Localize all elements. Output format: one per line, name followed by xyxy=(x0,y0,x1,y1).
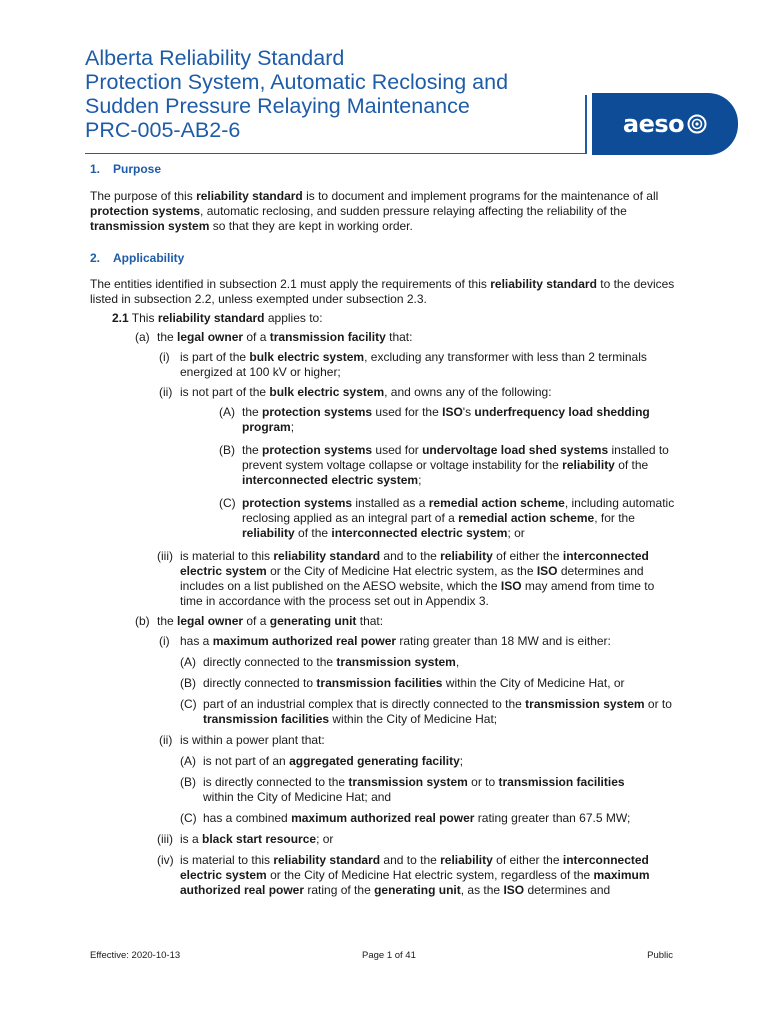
list-item-a-ii: (ii) is not part of the bulk electric system, and owns any of the following: xyxy=(159,385,552,399)
list-item-b-i: (i) has a maximum authorized real power rating greater than 18 MW and is either: xyxy=(159,634,611,648)
title-line-3: Sudden Pressure Relaying Maintenance xyxy=(85,94,470,118)
list-item-b-ii: (ii) is within a power plant that: xyxy=(159,733,325,747)
subsection-2-1: 2.1 This reliability standard applies to: xyxy=(112,311,323,325)
list-item-a-iii: (iii) is material to this reliability standard and to the reliability of either the interconnected electric system or the City of Medicine Hat electric system, as the ISO determines and includes on a list published on the AESO website, which the ISO may amend from time to time in accordance with the process set out in Appendix 3. xyxy=(157,549,655,608)
applicability-intro: The entities identified in subsection 2.1 must apply the requirements of this reliability standard to the devices listed in subsection 2.2, unless exempted under subsection 2.3. xyxy=(90,277,675,306)
list-item-a-ii-B: (B) the protection systems used for undervoltage load shed systems installed to prevent system voltage collapse or voltage instability for the reliability of the interconnected electric system; xyxy=(219,443,669,487)
logo-swirl-icon xyxy=(687,114,707,134)
list-item-b-ii-B: (B) is directly connected to the transmission system or to transmission facilities within the City of Medicine Hat; and xyxy=(180,775,625,804)
list-item-b-i-C: (C) part of an industrial complex that is directly connected to the transmission system or to transmission facilities within the City of Medicine Hat; xyxy=(180,697,672,726)
footer-page-number: Page 1 of 41 xyxy=(362,950,416,961)
list-item-a: (a) the legal owner of a transmission facility that: xyxy=(135,330,413,344)
logo-divider xyxy=(585,95,587,153)
purpose-paragraph: The purpose of this reliability standard is to document and implement programs for the maintenance of all protection systems, automatic reclosing, and sudden pressure relaying affecting the reliability of the transmission system so that they are kept in working order. xyxy=(90,189,659,233)
title-line-2: Protection System, Automatic Reclosing and xyxy=(85,70,509,94)
list-item-b-iii: (iii) is a black start resource; or xyxy=(157,832,334,846)
list-item-b-i-A: (A) directly connected to the transmission system, xyxy=(180,655,460,669)
section-heading-applicability: 2. Applicability xyxy=(90,251,185,265)
list-item-a-ii-C: (C) protection systems installed as a remedial action scheme, including automatic reclosing applied as an integral part of a remedial action scheme, for the reliability of the interconnected electric system; or xyxy=(219,496,675,540)
list-item-b: (b) the legal owner of a generating unit that: xyxy=(135,614,384,628)
list-item-b-ii-A: (A) is not part of an aggregated generating facility; xyxy=(180,754,464,768)
list-item-a-i: (i) is part of the bulk electric system, excluding any transformer with less than 2 terminals energized at 100 kV or higher; xyxy=(159,350,647,379)
list-item-a-ii-A: (A) the protection systems used for the ISO's underfrequency load shedding program; xyxy=(219,405,650,434)
list-item-b-iv: (iv) is material to this reliability standard and to the reliability of either the interconnected electric system or the City of Medicine Hat electric system, regardless of the maximum authorized real power rating of the generating unit, as the ISO determines and xyxy=(157,853,650,897)
document-title xyxy=(85,46,595,142)
aeso-logo xyxy=(592,93,738,155)
logo-text: aeso xyxy=(622,110,685,138)
list-item-b-ii-C: (C) has a combined maximum authorized real power rating greater than 67.5 MW; xyxy=(180,811,631,825)
header-divider xyxy=(85,153,587,154)
document-body xyxy=(90,162,685,898)
list-item-b-i-B: (B) directly connected to transmission facilities within the City of Medicine Hat, or xyxy=(180,676,625,690)
footer-classification: Public xyxy=(647,950,673,961)
section-heading-purpose: 1. Purpose xyxy=(90,162,162,176)
title-line-4: PRC-005-AB2-6 xyxy=(85,118,241,142)
footer-effective-date: Effective: 2020-10-13 xyxy=(90,950,181,961)
title-line-1: Alberta Reliability Standard xyxy=(85,46,345,70)
